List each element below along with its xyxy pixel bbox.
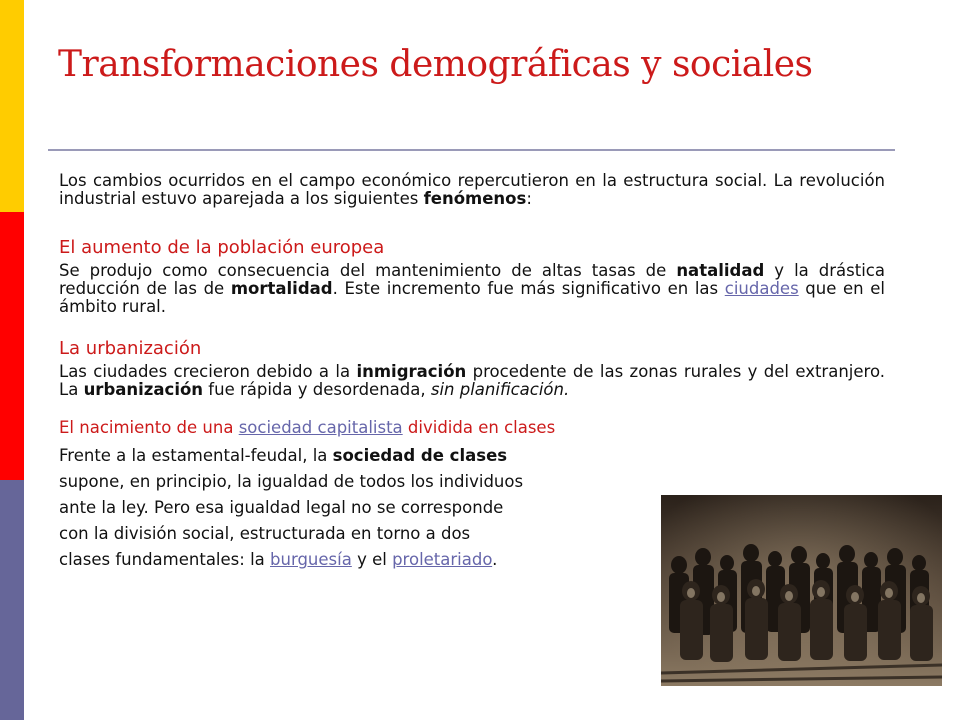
proletariado-link[interactable]: proletariado [392,550,493,569]
sociedad-capitalista-link[interactable]: sociedad capitalista [238,418,403,437]
sociedad-de-clases-bold: sociedad de clases [332,446,508,465]
heading-pre: El nacimiento de una [59,418,239,437]
intro-bold: fenómenos [423,189,527,208]
intro-text: Los cambios ocurridos en el campo económico repercutieron en la estructura social. La revolución industrial estuvo aparejada a los siguientes [59,171,885,208]
ciudades-link[interactable]: ciudades [724,279,799,298]
accent-stripe-yellow [0,0,24,212]
urban-text-2: procedente de las zonas rurales y del extranjero. La [59,362,885,399]
section-heading-class-society [59,419,885,437]
class-line-5-mid: y el [351,550,393,569]
inmigracion-bold: inmigración [356,362,467,381]
class-line-1-text: Frente a la estamental-feudal, la [59,446,333,465]
heading-post: dividida en clases [402,418,556,437]
title-divider [48,149,895,151]
urban-text-1: Las ciudades crecieron debido a la [59,362,357,381]
population-text-3: . Este incremento fue más significativo en las [332,279,725,298]
urban-text-3: fue rápida y desordenada, [203,380,431,399]
section-heading-urbanization: La urbanización [59,338,202,359]
burguesia-link[interactable]: burguesía [270,550,352,569]
section-paragraph-population [59,262,885,316]
class-line-1 [59,443,885,469]
class-line-3: ante la ley. Pero esa igualdad legal no se corresponde [59,498,504,517]
child-workers-photo [661,495,942,686]
class-line-5-text: clases fundamentales: la [59,550,271,569]
sin-planificacion-italic: sin planificación. [430,380,570,399]
class-line-2: supone, en principio, la igualdad de todos los individuos [59,472,524,491]
population-text-1: Se produjo como consecuencia del mantenimiento de altas tasas de [59,261,677,280]
population-text-2: y la drástica reducción de las de [59,261,885,298]
class-line-4: con la división social, estructurada en torno a dos [59,524,471,543]
section-heading-population: El aumento de la población europea [59,237,385,258]
class-line-5-end: . [492,550,498,569]
urbanizacion-bold: urbanización [83,380,204,399]
natalidad-bold: natalidad [676,261,765,280]
slide-title: Transformaciones demográficas y sociales [58,44,813,85]
section-paragraph-urbanization [59,363,885,399]
mortalidad-bold: mortalidad [230,279,333,298]
population-text-4: que en el ámbito rural. [59,279,885,316]
intro-text-end: : [526,189,532,208]
accent-stripe-red [0,212,24,480]
intro-paragraph [59,172,885,208]
accent-stripe-blue [0,480,24,720]
